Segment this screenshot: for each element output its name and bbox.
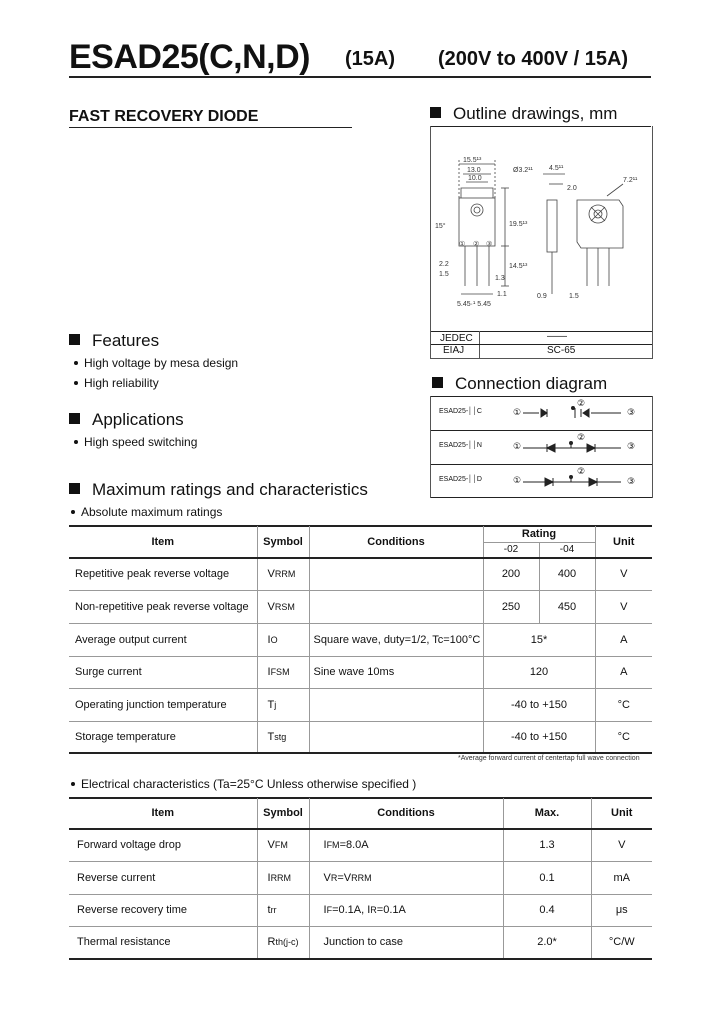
applications-title: Applications — [92, 410, 184, 429]
outline-heading — [430, 104, 617, 124]
row-cond: Square wave, duty=1/2, Tc=100°C — [309, 623, 483, 656]
section-square-icon — [69, 413, 80, 424]
feature-item — [74, 356, 238, 370]
abs-max-subtitle — [71, 505, 222, 519]
row-item: Thermal resistance — [69, 926, 257, 959]
sym-sub: RRM — [270, 872, 292, 883]
electrical-characteristics-table — [69, 798, 652, 960]
cond-rest: =8.0A — [339, 839, 369, 852]
table-row — [69, 590, 652, 623]
row-unit: °C/W — [591, 926, 652, 959]
row-unit: V — [595, 558, 652, 590]
ratings-footnote: *Average forward current of centertap full wave connection — [458, 755, 640, 762]
diode-pair-c-symbol — [521, 400, 629, 426]
sym-main: T — [267, 730, 275, 743]
row-cond — [309, 558, 483, 590]
dim-label: 1.5 — [569, 293, 579, 300]
cond-main: I — [323, 839, 327, 852]
conn-row-label-c: ESAD25-││C — [439, 408, 482, 415]
table-row — [69, 656, 652, 688]
row-value: -40 to +150 — [483, 688, 595, 721]
dim-label: 19.5¹³ — [509, 221, 528, 228]
sym-sub: stg — [274, 731, 287, 742]
sym-main: V — [267, 839, 275, 852]
dim-label: 2.2 — [439, 261, 449, 268]
electrical-subtitle-text: Electrical characteristics (Ta=25°C Unless otherwise specified ) — [81, 777, 417, 791]
dim-label: 2.0 — [567, 185, 577, 192]
sym-main: R — [267, 936, 276, 949]
table-row — [69, 829, 652, 861]
row-item: Non-repetitive peak reverse voltage — [69, 590, 257, 623]
col-header-conditions: Conditions — [309, 526, 483, 558]
row-symbol — [257, 926, 309, 959]
row-unit: °C — [595, 721, 652, 753]
voltage-range-title: (200V to 400V / 15A) — [438, 48, 629, 70]
feature-text: High voltage by mesa design — [84, 356, 239, 370]
row-cond: Junction to case — [309, 926, 503, 959]
col-header-conditions: Conditions — [309, 798, 503, 829]
pin2-n: ② — [577, 432, 586, 442]
mounting-hole — [471, 204, 483, 216]
sym-main: I — [267, 871, 271, 884]
eiaj-label: EIAJ — [443, 345, 465, 356]
connection-diagram-box — [430, 396, 653, 498]
row-item: Surge current — [69, 656, 257, 688]
row-item: Forward voltage drop — [69, 829, 257, 861]
sym-sub: j — [274, 699, 277, 710]
absolute-max-ratings-table — [69, 526, 652, 754]
table-row — [69, 623, 652, 656]
dim-label: 4.5¹¹ — [549, 165, 564, 172]
dim-label: 0.9 — [537, 293, 547, 300]
conn-rule-bottom — [431, 497, 652, 498]
cond-sub: R — [330, 872, 338, 883]
row-item: Storage temperature — [69, 721, 257, 753]
cond-main: I — [323, 904, 327, 916]
table-row — [69, 721, 652, 753]
outline-table-rule-2 — [431, 344, 652, 345]
dim-label: 7.2¹¹ — [623, 177, 638, 184]
applications-heading — [69, 410, 184, 430]
sym-sub: FSM — [270, 667, 290, 677]
table-row — [69, 861, 652, 894]
diode-pair-d-symbol — [521, 468, 629, 494]
eiaj-value: SC-65 — [547, 345, 576, 356]
sym-main: V — [267, 568, 275, 581]
row-unit: A — [595, 656, 652, 688]
sym-sub: rr — [270, 905, 277, 915]
row-unit: °C — [595, 688, 652, 721]
col-header-max: Max. — [503, 798, 591, 829]
col-header-symbol: Symbol — [257, 526, 309, 558]
sym-sub: O — [270, 634, 278, 645]
jedec-label: JEDEC — [440, 333, 473, 344]
row-max: 0.4 — [503, 894, 591, 926]
row-value-02: 250 — [483, 590, 539, 623]
features-heading — [69, 331, 159, 351]
row-symbol — [257, 558, 309, 590]
bullet-icon — [74, 361, 78, 365]
section-square-icon — [69, 483, 80, 494]
dim-label: 15.5¹³ — [463, 157, 482, 164]
sym-main: I — [267, 666, 271, 678]
package-body-front — [459, 198, 495, 246]
cond-rest: =0.1A, I — [332, 904, 371, 916]
pin3-d: ③ — [627, 476, 636, 486]
row-symbol — [257, 590, 309, 623]
row-value-04: 400 — [539, 558, 595, 590]
bullet-icon — [74, 440, 78, 444]
dim-label: 15° — [435, 223, 446, 230]
conn-rule-1 — [431, 430, 652, 431]
diode-pair-n-symbol — [521, 434, 629, 460]
row-cond: Sine wave 10ms — [309, 656, 483, 688]
row-value: 15* — [483, 623, 595, 656]
feature-item — [74, 376, 159, 390]
sym-sub: RSM — [274, 601, 295, 612]
bullet-icon — [71, 510, 75, 514]
package-outline-drawing — [431, 126, 652, 358]
part-number-title: ESAD25(C,N,D) — [69, 38, 310, 76]
conn-row-label-n: ESAD25-││N — [439, 442, 482, 449]
row-symbol — [257, 721, 309, 753]
dim-label: 5.45·¹ 5.45 — [457, 301, 491, 308]
col-header-item: Item — [69, 526, 257, 558]
dim-label: 1.5 — [439, 271, 449, 278]
dim-label: Ø3.2¹¹ — [513, 167, 533, 174]
row-item: Average output current — [69, 623, 257, 656]
jedec-value: —— — [547, 331, 567, 342]
col-header-02: -02 — [483, 542, 539, 558]
sym-sub: FM — [274, 840, 288, 851]
section-square-icon — [430, 107, 441, 118]
col-header-symbol: Symbol — [257, 798, 309, 829]
cond-main: V — [323, 871, 331, 884]
row-symbol — [257, 861, 309, 894]
abs-max-subtitle-text: Absolute maximum ratings — [81, 505, 223, 519]
product-type: FAST RECOVERY DIODE — [69, 108, 259, 125]
bullet-icon — [74, 381, 78, 385]
row-symbol — [257, 894, 309, 926]
row-item: Reverse current — [69, 861, 257, 894]
row-unit: mA — [591, 861, 652, 894]
sym-sub: th(j-c) — [275, 937, 299, 948]
dim-label: 1.1 — [497, 291, 507, 298]
outline-drawing-box — [430, 126, 653, 359]
col-header-item: Item — [69, 798, 257, 829]
pin3-c: ③ — [627, 407, 636, 417]
pin2-d: ② — [577, 466, 586, 476]
sym-main: V — [267, 600, 275, 613]
cond-rest: =V — [337, 871, 352, 884]
row-unit: A — [595, 623, 652, 656]
table-row — [69, 926, 652, 959]
table-row — [69, 558, 652, 590]
row-unit: V — [591, 829, 652, 861]
row-cond — [309, 861, 503, 894]
electrical-subtitle — [71, 777, 416, 791]
current-rating-title: (15A) — [345, 48, 396, 70]
conn-row-label-d: ESAD25-││D — [439, 476, 482, 483]
conn-rule-top — [431, 396, 652, 397]
row-cond — [309, 721, 483, 753]
dim-label: 13.0 — [467, 167, 481, 174]
col-header-unit: Unit — [595, 526, 652, 558]
row-symbol — [257, 656, 309, 688]
row-unit: V — [595, 590, 652, 623]
cond-rest2: =0.1A — [376, 904, 406, 916]
pin-label: ① — [459, 241, 466, 248]
connection-heading — [432, 374, 607, 394]
row-symbol — [257, 688, 309, 721]
row-item: Operating junction temperature — [69, 688, 257, 721]
row-item: Reverse recovery time — [69, 894, 257, 926]
sym-main: t — [267, 904, 271, 916]
col-header-04: -04 — [539, 542, 595, 558]
bullet-icon — [71, 782, 75, 786]
row-value: -40 to +150 — [483, 721, 595, 753]
max-ratings-title: Maximum ratings and characteristics — [92, 480, 368, 499]
row-max: 0.1 — [503, 861, 591, 894]
row-value: 120 — [483, 656, 595, 688]
max-ratings-heading — [69, 480, 368, 500]
row-unit: μs — [591, 894, 652, 926]
section-square-icon — [69, 334, 80, 345]
outline-title: Outline drawings, mm — [453, 104, 618, 123]
product-type-rule — [69, 127, 352, 128]
pin-label: ③ — [486, 241, 493, 248]
table-row — [69, 688, 652, 721]
sym-main: T — [267, 698, 275, 711]
pin1-d: ① — [513, 475, 522, 485]
table-row — [69, 894, 652, 926]
pin1-n: ① — [513, 441, 522, 451]
row-cond — [309, 688, 483, 721]
cond-sub: F — [326, 905, 333, 915]
conn-rule-2 — [431, 464, 652, 465]
pin3-n: ③ — [627, 441, 636, 451]
dim-label: 14.5¹³ — [509, 263, 528, 270]
row-cond — [309, 590, 483, 623]
row-max: 1.3 — [503, 829, 591, 861]
cond-sub2: R — [370, 905, 377, 915]
row-value-02: 200 — [483, 558, 539, 590]
cond-sub2: RRM — [351, 872, 372, 883]
col-header-unit: Unit — [591, 798, 652, 829]
cond-sub: FM — [326, 840, 340, 851]
row-item: Repetitive peak reverse voltage — [69, 558, 257, 590]
row-max: 2.0* — [503, 926, 591, 959]
row-cond — [309, 894, 503, 926]
dim-label: 10.0 — [468, 175, 482, 182]
row-symbol — [257, 829, 309, 861]
sym-main: I — [267, 633, 271, 646]
sym-sub: RRM — [274, 569, 296, 580]
pin2-c: ② — [577, 398, 586, 408]
dim-label: 1.3 — [495, 275, 505, 282]
row-value-04: 450 — [539, 590, 595, 623]
header-rule — [69, 76, 651, 78]
application-item — [74, 435, 197, 449]
pin-label: ② — [473, 241, 480, 248]
features-title: Features — [92, 331, 160, 350]
section-square-icon — [432, 377, 443, 388]
row-cond — [309, 829, 503, 861]
connection-title: Connection diagram — [455, 374, 608, 393]
row-symbol — [257, 623, 309, 656]
feature-text: High reliability — [84, 376, 159, 390]
pin1-c: ① — [513, 407, 522, 417]
col-header-rating: Rating — [483, 526, 595, 542]
application-text: High speed switching — [84, 435, 198, 449]
